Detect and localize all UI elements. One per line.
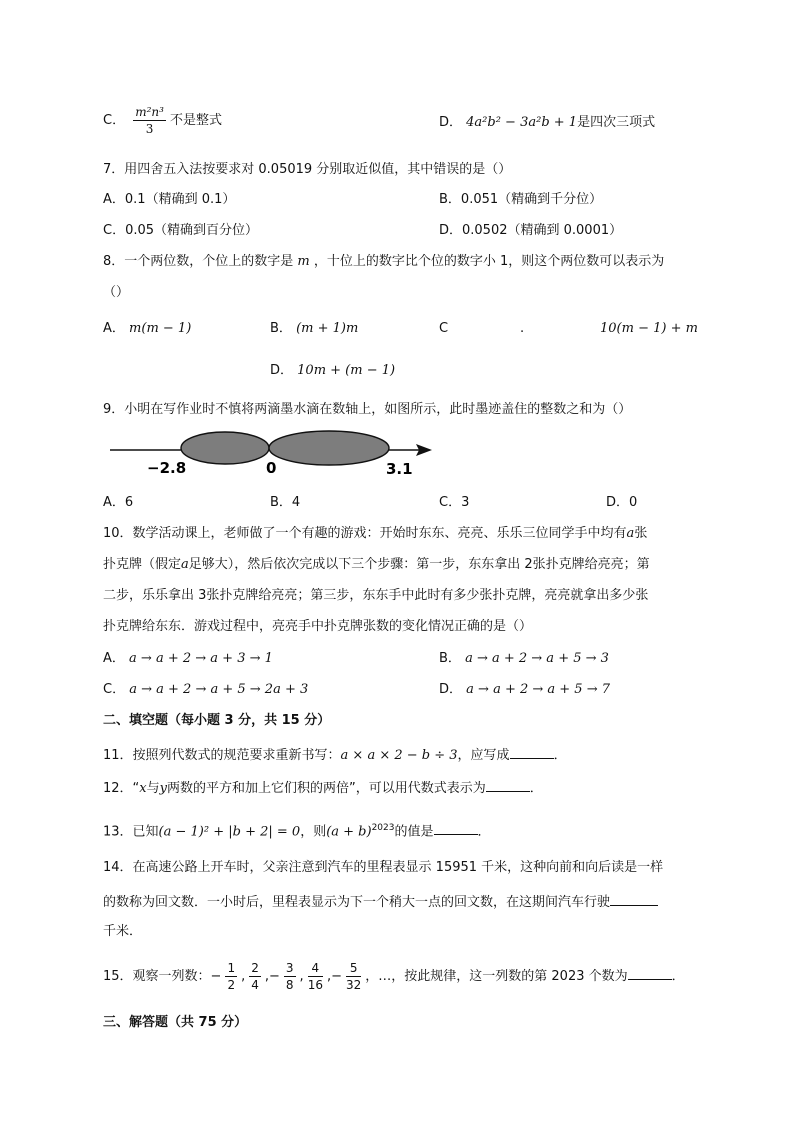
math-expression: (m + 1)m <box>296 321 359 336</box>
fraction-denominator: 16 <box>307 978 323 992</box>
stem-text: 12．“ <box>103 781 140 796</box>
math-expression: a → a + 2 → a + 5 → 2a + 3 <box>129 682 309 697</box>
fraction-numerator: 5 <box>346 960 361 977</box>
variable: y <box>159 781 167 796</box>
stem-text: ，则 <box>300 824 327 840</box>
fraction <box>133 104 166 137</box>
q15: 15．观察一列数：− $\frac{1}{2}$ , $\frac{2}{4}$ ,− $\frac{3}{8}$ , $\frac{4}{16}$ ,− $\frac{5}{32}$ ，…，按此规律，这一列数的第 2023 个数为 ． <box>103 961 685 992</box>
tick-label-zero: 0 <box>266 459 277 477</box>
stem-text: ，应写成 <box>457 748 510 763</box>
q8-stem <box>103 253 664 271</box>
variable: x <box>139 781 147 796</box>
q7-option-a: A．0.1（精确到 0.1） <box>103 192 236 207</box>
q6-option-c <box>103 104 222 137</box>
option-label: D． <box>270 363 294 378</box>
option-label: C． <box>103 682 126 697</box>
option-label: B． <box>439 651 461 666</box>
math-expression: m(m − 1) <box>129 321 192 336</box>
q8-option-a <box>103 320 191 338</box>
q10-line1 <box>103 525 647 543</box>
fraction-numerator: 2 <box>251 961 259 975</box>
variable: a <box>181 557 189 572</box>
answer-blank[interactable] <box>510 744 554 759</box>
q8-stem-line2: （） <box>103 285 130 300</box>
fraction-numerator: 4 <box>308 960 323 977</box>
stem-text: 扑克牌（假定 <box>103 557 182 572</box>
q8-option-c-dot: . <box>520 321 525 336</box>
tick-label-right: 3.1 <box>386 460 413 478</box>
q9-option-a: A．6 <box>103 495 134 510</box>
fraction-numerator: 1 <box>227 961 236 975</box>
answer-blank[interactable] <box>434 820 478 835</box>
q10-line2 <box>103 556 650 574</box>
option-label: D． <box>439 115 463 130</box>
fraction <box>284 960 296 993</box>
stem-text: 8．一个两位数，个位上的数字是 <box>103 254 294 269</box>
q8-option-d <box>270 362 395 380</box>
stem-text: ． <box>529 781 543 796</box>
q10-option-a <box>103 650 273 668</box>
option-label: A． <box>103 321 125 336</box>
q7-stem: 7．用四舍五入法按要求对 0.05019 分别取近似值，其中错误的是（） <box>103 162 512 177</box>
answer-blank[interactable] <box>610 891 658 906</box>
fraction-numerator: 3 <box>285 961 294 975</box>
fraction-denominator: 4 <box>251 978 259 992</box>
q14-line1: 14．在高速公路上开车时，父亲注意到汽车的里程表显示 15951 千米，这种向前和向后读是一样 <box>103 860 664 875</box>
stem-text: 15．观察一列数： <box>103 969 211 984</box>
section-3-title: 三、解答题（共 75 分） <box>103 1015 248 1030</box>
stem-text: ，…，按此规律，这一列数的第 2023 个数为 <box>365 969 628 984</box>
stem-text: 11．按照列代数式的规范要求重新书写： <box>103 748 341 763</box>
option-label: D． <box>439 682 463 697</box>
stem-text: ． <box>671 969 685 984</box>
exponent: 2023 <box>371 823 395 833</box>
math-expression: (a − 1)² + |b + 2| = 0 <box>158 824 301 840</box>
number-line-figure <box>110 428 440 478</box>
q10-option-d <box>439 681 610 699</box>
q10-line3: 二步，乐乐拿出 3张扑克牌给亮亮；第三步，东东手中此时有多少张扑克牌，亮亮就拿出多少张 <box>103 588 649 603</box>
q7-option-c: C．0.05（精确到百分位） <box>103 223 259 238</box>
stem-text: ，十位上的数字比个位的数字小 1，则这个两位数可以表示为 <box>313 254 665 269</box>
q13 <box>103 819 491 841</box>
stem-text: ． <box>553 748 567 763</box>
option-text: 是四次三项式 <box>577 115 656 130</box>
stem-text: 10．数学活动课上，老师做了一个有趣的游戏：开始时东东、亮亮、乐乐三位同学手中均有 <box>103 526 627 541</box>
fraction-denominator: 2 <box>227 978 236 992</box>
stem-text: 张 <box>634 526 648 541</box>
math-expression: a × a × 2 − b ÷ 3 <box>340 748 458 763</box>
fraction-denominator: 32 <box>346 978 362 992</box>
q8-option-b <box>270 320 358 338</box>
fraction <box>249 960 261 993</box>
q9-stem: 9．小明在写作业时不慎将两滴墨水滴在数轴上，如图所示，此时墨迹盖住的整数之和为（） <box>103 402 632 417</box>
q12 <box>103 777 543 798</box>
q8-option-c-label: C <box>439 321 449 336</box>
math-expression: a → a + 2 → a + 3 → 1 <box>129 651 273 666</box>
fraction <box>308 960 323 993</box>
stem-text: 足够大），然后依次完成以下三个步骤：第一步，东东拿出 2张扑克牌给亮亮；第 <box>188 557 650 572</box>
q9-option-c: C．3 <box>439 495 470 510</box>
option-text: 不是整式 <box>169 113 222 128</box>
q10-option-c <box>103 681 308 699</box>
fraction-numerator: m²n³ <box>135 105 164 119</box>
math-expression: (a + b) <box>326 824 372 840</box>
math-expression: 10m + (m − 1) <box>297 363 396 378</box>
math-expression: 4a²b² − 3a²b + 1 <box>466 115 578 130</box>
fraction <box>346 960 361 993</box>
section-2-title: 二、填空题（每小题 3 分，共 15 分） <box>103 713 331 728</box>
q8-option-c-expr: 10(m − 1) + m <box>600 321 698 336</box>
variable: a <box>626 526 635 541</box>
fraction-denominator: 3 <box>145 122 154 136</box>
option-label: C． <box>103 113 126 128</box>
q7-option-b: B．0.051（精确到千分位） <box>439 192 603 207</box>
q11 <box>103 744 567 765</box>
stem-text: 的数称为回文数．一小时后，里程表显示为下一个稍大一点的回文数，在这期间汽车行驶 <box>103 895 611 910</box>
stem-text: 与 <box>146 781 160 796</box>
ink-blot-right <box>269 431 389 465</box>
stem-text: 13．已知 <box>103 824 159 840</box>
stem-text: ． <box>477 824 491 840</box>
ink-blot-left <box>181 432 269 464</box>
option-label: A． <box>103 651 125 666</box>
fraction <box>225 960 237 993</box>
q9-option-d: D．0 <box>606 495 638 510</box>
q14-line3: 千米． <box>103 924 143 939</box>
stem-text: 的值是 <box>394 824 434 840</box>
q10-line4: 扑克牌给东东．游戏过程中，亮亮手中扑克牌张数的变化情况正确的是（） <box>103 619 533 634</box>
stem-text: 两数的平方和加上它们积的两倍”，可以用代数式表示为 <box>167 781 486 796</box>
tick-label-left: −2.8 <box>147 459 187 477</box>
variable: m <box>297 254 310 269</box>
answer-blank[interactable] <box>628 965 672 980</box>
q14-line2 <box>103 891 658 912</box>
q9-option-b: B．4 <box>270 495 301 510</box>
q6-option-d <box>439 114 655 132</box>
answer-blank[interactable] <box>486 777 530 792</box>
option-label: B． <box>270 321 292 336</box>
math-expression: a → a + 2 → a + 5 → 3 <box>465 651 609 666</box>
q10-option-b <box>439 650 609 668</box>
fraction-denominator: 8 <box>285 978 294 992</box>
math-expression: a → a + 2 → a + 5 → 7 <box>466 682 611 697</box>
q7-option-d: D．0.0502（精确到 0.0001） <box>439 223 623 238</box>
